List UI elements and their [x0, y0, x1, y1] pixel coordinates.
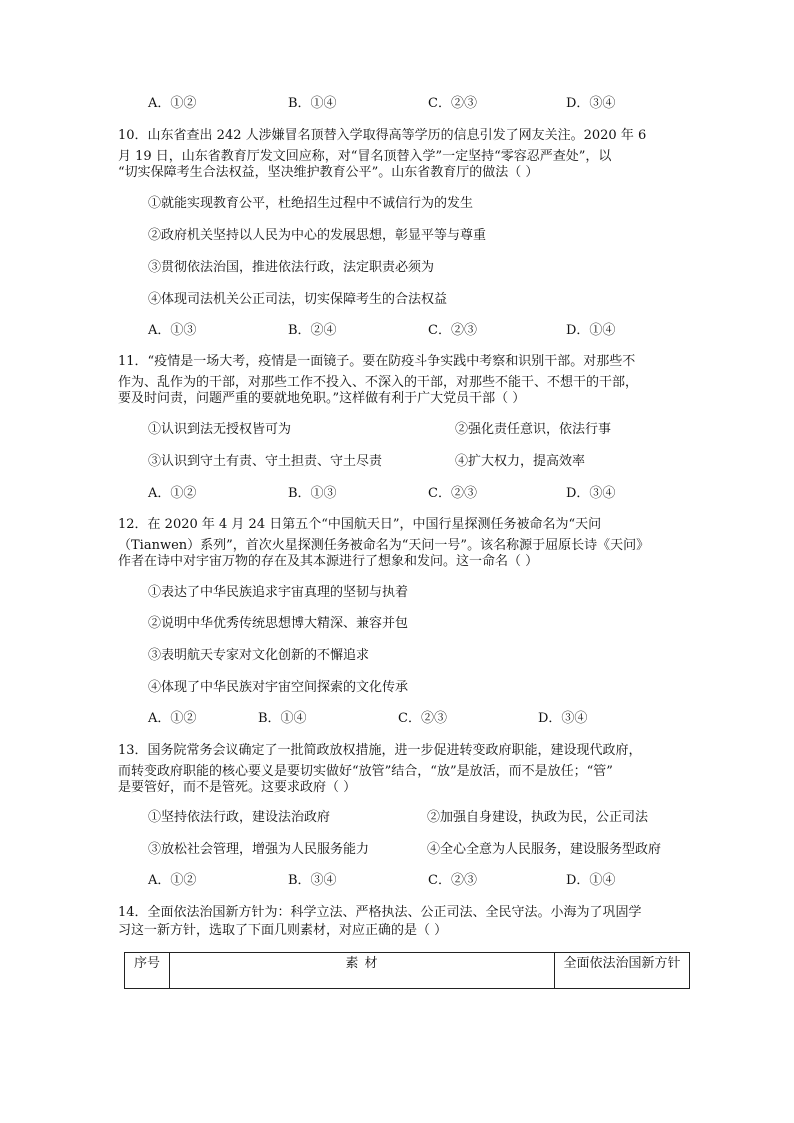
q12-stem-line-3: 作者在诗中对宇宙万物的存在及其本源进行了想象和发问。这一命名（ ）: [118, 554, 539, 569]
q13-stem-line-2: 而转变政府职能的核心要义是要切实做好“放管”结合，“放”是放活，而不是放任；“管”: [118, 764, 613, 779]
q12-option-b: B．①④: [258, 711, 307, 726]
q10-item-3: ③贯彻依法治国，推进依法行政，法定职责必须为: [148, 260, 435, 275]
q9-option-a: A．①②: [148, 96, 197, 111]
q10-stem-line-2: 月 19 日，山东省教育厅发文回应称，对“冒名顶替入学”一定坚持“零容忍严查处”，以: [118, 149, 612, 164]
q9-option-b: B．①④: [288, 96, 337, 111]
q12-item-2: ②说明中华优秀传统思想博大精深、兼容并包: [148, 616, 409, 631]
q13-option-d: D．①④: [566, 873, 616, 888]
q13-item-2: ②加强自身建设，执政为民，公正司法: [427, 810, 649, 825]
q11-option-a: A．①②: [148, 486, 197, 501]
q9-option-c: C．②③: [428, 96, 477, 111]
q12-option-c: C．②③: [398, 711, 447, 726]
q12-stem-line-1: 12．在 2020 年 4 月 24 日第五个“中国航天日”，中国行星探测任务被命名为“天问: [118, 517, 602, 532]
q10-item-1: ①就能实现教育公平，杜绝招生过程中不诚信行为的发生: [148, 196, 474, 211]
q12-option-d: D．③④: [538, 711, 588, 726]
q12-option-a: A．①②: [148, 711, 197, 726]
q11-item-2: ②强化责任意识，依法行事: [455, 422, 612, 437]
q10-stem-line-1: 10．山东省查出 242 人涉嫌冒名顶替入学取得高等学历的信息引发了网友关注。2020 年 6: [118, 128, 647, 143]
q12-item-1: ①表达了中华民族追求宇宙真理的坚韧与执着: [148, 585, 409, 600]
q13-stem-line-1: 13．国务院常务会议确定了一批简政放权措施，进一步促进转变政府职能，建设现代政府，: [118, 743, 642, 758]
table-header-index: 序号: [125, 953, 170, 989]
q12-item-4: ④体现了中华民族对宇宙空间探索的文化传承: [148, 680, 409, 695]
q10-option-c: C．②③: [428, 323, 477, 338]
q11-stem-line-1: 11．“疫情是一场大考，疫情是一面镜子。要在防疫斗争实践中考察和识别干部。对那些不: [118, 354, 636, 369]
q14-material-table: [124, 952, 690, 989]
table-header-policy: 全面依法治国新方针: [555, 953, 690, 989]
q13-option-c: C．②③: [428, 873, 477, 888]
q10-option-b: B．②④: [288, 323, 337, 338]
q11-item-3: ③认识到守土有责、守土担责、守土尽责: [148, 454, 383, 469]
q10-item-2: ②政府机关坚持以人民为中心的发展思想，彰显平等与尊重: [148, 228, 487, 243]
q11-stem-line-2: 作为、乱作为的干部，对那些工作不投入、不深入的干部，对那些不能干、不想干的干部，: [118, 375, 639, 390]
q11-option-d: D．③④: [566, 486, 616, 501]
q10-option-d: D．①④: [566, 323, 616, 338]
q14-stem-line-2: 习这一新方针，选取了下面几则素材，对应正确的是（ ）: [118, 923, 448, 938]
q9-option-d: D．③④: [566, 96, 616, 111]
q11-option-c: C．②③: [428, 486, 477, 501]
table-header-material: 素 材: [170, 953, 555, 989]
q13-item-4: ④全心全意为人民服务，建设服务型政府: [427, 842, 662, 857]
q10-option-a: A．①③: [148, 323, 197, 338]
q11-option-b: B．①③: [288, 486, 337, 501]
q13-item-1: ①坚持依法行政，建设法治政府: [148, 810, 331, 825]
q13-item-3: ③放松社会管理，增强为人民服务能力: [148, 842, 370, 857]
q11-item-4: ④扩大权力，提高效率: [455, 454, 586, 469]
q12-item-3: ③表明航天专家对文化创新的不懈追求: [148, 648, 370, 663]
q10-item-4: ④体现司法机关公正司法，切实保障考生的合法权益: [148, 292, 448, 307]
q13-option-a: A．①②: [148, 873, 197, 888]
q13-stem-line-3: 是要管好，而不是管死。这要求政府（ ）: [118, 780, 357, 795]
q13-option-b: B．③④: [288, 873, 337, 888]
table-header-row: [125, 953, 690, 989]
q11-stem-line-3: 要及时问责，问题严重的要就地免职。”这样做有利于广大党员干部（ ）: [118, 391, 526, 406]
q14-stem-line-1: 14．全面依法治国新方针为：科学立法、严格执法、公正司法、全民守法。小海为了巩固学: [118, 905, 642, 920]
q10-stem-line-3: “切实保障考生合法权益，坚决维护教育公平”。山东省教育厅的做法（ ）: [118, 165, 539, 180]
q11-item-1: ①认识到法无授权皆可为: [148, 422, 292, 437]
q12-stem-line-2: （Tianwen）系列”，首次火星探测任务被命名为“天问一号”。该名称源于屈原长诗《天问》: [118, 538, 650, 553]
